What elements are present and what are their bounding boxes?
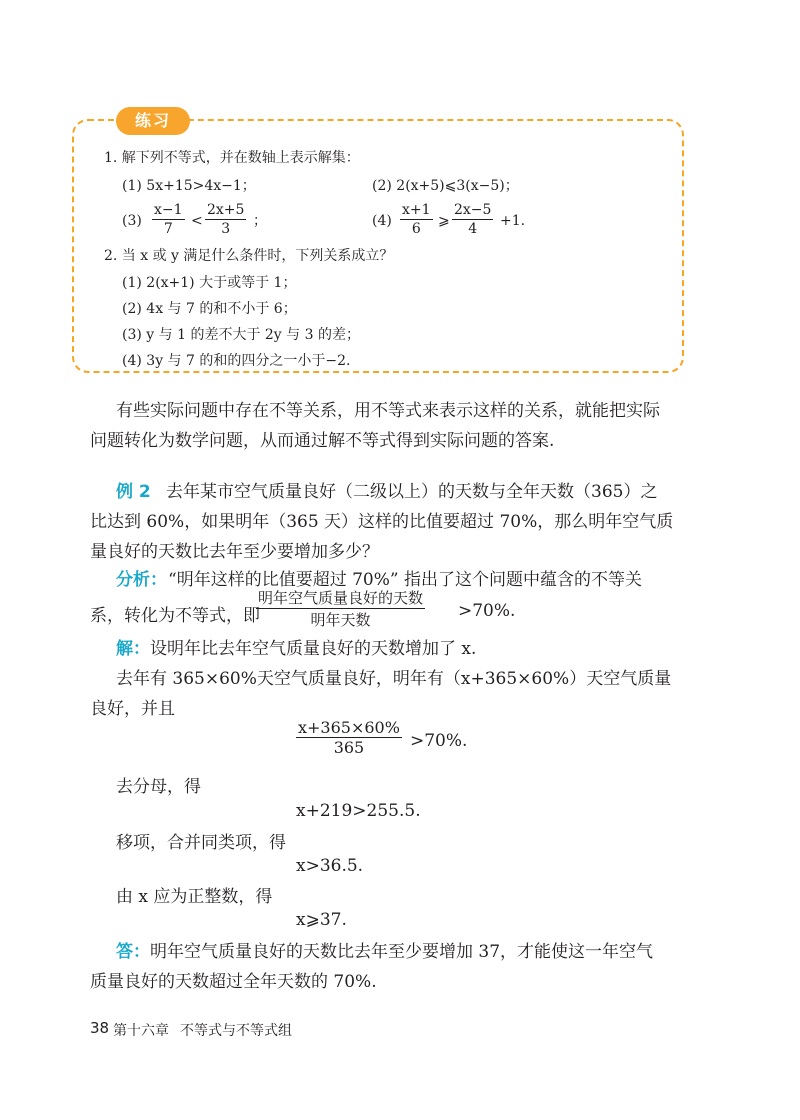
item-end: +1. [500, 213, 526, 229]
fraction-numerator: 明年空气质量良好的天数 [258, 589, 424, 607]
q1-item-4-number: (4) [372, 213, 392, 229]
fraction-denominator: 365 [333, 738, 365, 757]
relation-symbol: < [191, 213, 203, 229]
analysis-line-2-prefix: 系，转化为不等式，即 [90, 606, 260, 626]
page-number: 38 [90, 1019, 110, 1037]
fraction-denominator: 3 [221, 221, 231, 237]
analysis-fraction [256, 587, 425, 630]
analysis-line-1: “明年这样的比值要超过 70%” 指出了这个问题中蕴含的不等关 [168, 570, 642, 590]
fraction-denominator: 明年天数 [310, 611, 371, 629]
step-1: 去分母，得 [116, 777, 201, 797]
fraction-numerator: x+365×60% [298, 718, 400, 737]
answer-line-2: 质量良好的天数超过全年天数的 70%. [90, 972, 377, 992]
q2-stem: 2. 当 x 或 y 满足什么条件时，下列关系成立？ [104, 248, 394, 264]
q2-item-4: (4) 3y 与 7 的和的四分之一小于−2. [122, 353, 351, 369]
equation-2: x+219>255.5. [296, 801, 421, 821]
practice-badge: 练习 [116, 107, 190, 135]
q2-item-3: (3) y 与 1 的差不大于 2y 与 3 的差； [122, 327, 360, 343]
fraction-numerator: x+1 [402, 202, 431, 218]
q1-item-2: (2) 2(x+5)⩽3(x−5)； [372, 178, 519, 194]
example-line-2: 比达到 60%，如果明年（365 天）这样的比值要超过 70%，那么明年空气质 [90, 512, 674, 532]
example-line-3: 量良好的天数比去年至少要增加多少？ [90, 542, 379, 562]
q1-item-4-fraction-right [452, 201, 493, 238]
q1-item-4-fraction-left [400, 201, 433, 238]
q1-item-3-fraction-right [205, 201, 246, 238]
analysis-line-2-suffix: >70%. [458, 601, 516, 621]
q2-item-2: (2) 4x 与 7 的和不小于 6； [122, 301, 297, 317]
fraction-numerator: x−1 [154, 202, 183, 218]
solution-line-1: 设明年比去年空气质量良好的天数增加了 x. [150, 639, 477, 659]
example-line-1: 去年某市空气质量良好（二级以上）的天数与全年天数（365）之 [166, 482, 658, 502]
answer-label: 答： [116, 942, 150, 962]
fraction-denominator: 4 [468, 221, 478, 237]
relation-symbol: ⩾ [438, 213, 450, 229]
equation-1-suffix: >70%. [410, 731, 468, 751]
solution-line-3: 良好，并且 [90, 699, 175, 719]
analysis-label: 分析： [116, 570, 167, 590]
q1-item-3-number: (3) [122, 213, 142, 229]
chapter-title: 不等式与不等式组 [180, 1023, 292, 1039]
chapter-number: 第十六章 [113, 1023, 169, 1039]
intro-line-2: 问题转化为数学问题，从而通过解不等式得到实际问题的答案. [90, 431, 555, 451]
fraction-numerator: 2x+5 [207, 202, 245, 218]
equation-1-fraction [296, 718, 402, 757]
q1-stem: 1. 解下列不等式，并在数轴上表示解集： [104, 150, 360, 166]
q2-item-1: (1) 2(x+1) 大于或等于 1； [122, 275, 297, 291]
solution-line-2: 去年有 365×60%天空气质量良好，明年有（x+365×60%）天空气质量 [116, 669, 672, 689]
fraction-denominator: 6 [411, 221, 421, 237]
example-label: 例 2 [116, 482, 151, 502]
step-3: 由 x 应为正整数，得 [116, 887, 273, 907]
fraction-numerator: 2x−5 [454, 202, 492, 218]
q1-item-3-fraction-left [152, 201, 185, 238]
intro-line-1: 有些实际问题中存在不等关系，用不等式来表示这样的关系，就能把实际 [116, 401, 660, 421]
equation-3: x>36.5. [296, 856, 364, 876]
fraction-denominator: 7 [163, 221, 173, 237]
solution-label: 解： [116, 639, 150, 659]
equation-4: x⩾37. [296, 910, 347, 930]
item-end: ； [253, 213, 267, 229]
answer-line-1: 明年空气质量良好的天数比去年至少要增加 37，才能使这一年空气 [150, 942, 654, 962]
step-2: 移项，合并同类项，得 [116, 833, 286, 853]
q1-item-1: (1) 5x+15>4x−1； [122, 178, 256, 194]
